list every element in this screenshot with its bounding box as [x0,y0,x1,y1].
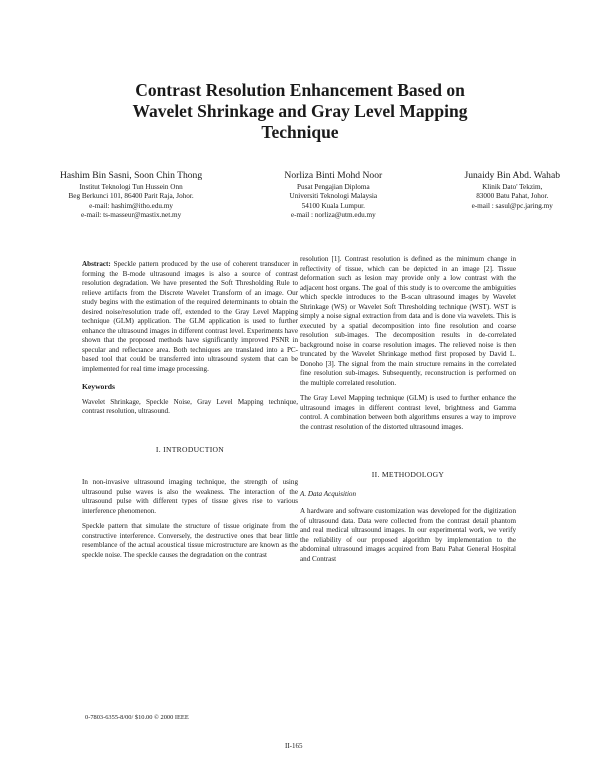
author-1-name: Hashim Bin Sasni, Soon Chin Thong [60,170,203,181]
author-2-line-4: e-mail : norliza@utm.edu.my [290,211,376,220]
author-1 [60,170,202,221]
methodology-heading: II. METHODOLOGY [371,470,445,479]
right-paragraph-1: resolution [1]. Contrast resolution is defined as the minimum change in reflectivity of tissue, which can be depicted in an image [2]. Tissue deformation such as lesion may provide only a low contrast with the adjacent host organs. The goal of this study is to overcome the ambiguities which speckle introduces to the B-scan ultrasound images by Wavelet Shrinkage (WS) or Wavelet Soft Thresholding technique (WST). WST is simply a noise signal extraction from data and is done via wavelets. This is executed by a spatial decomposition into fine resolution and coarse resolution sub-images. The decomposition results in de-correlated background noise in coarse resolution images. The relieved noise is then truncated by the Wavelet Shrinkage method first proposed by David L. Donoho [3]. The signal from the main structure remains in the correlated fine resolution sub-images. Subsequently, reconstruction is performed on the multiple correlated resolution. [300,255,516,387]
author-2-line-3: 54100 Kuala Lumpur. [301,201,365,210]
abstract-text: Speckle pattern produced by the use of coherent transducer in forming the B-mode ultrasound images is also a source of contrast resolution degradation. We have presented the Soft Thresholding Rule to relieve artifacts from the Discrete Wavelet Transform of an image. Our study begins with the estimation of the required determinants to obtain the desired noise/resolution trade off, extended to the Gray Level Mapping technique (GLM) application. The GLM application is used to further enhance the ultrasound images in different contrast level. Experiments have shown that the proposed methods have significantly improved PSNR in specular and reflectance area. Both techniques are translated into a PC-based tool that could be transferred into ultrasound system that can be implemented for real time image processing. [82,260,298,373]
right-paragraph-2: The Gray Level Mapping technique (GLM) is used to further enhance the ultrasound images in different contrast level, brightness and Gamma control. A combination between both algorithms ensures a way to improve the contrast resolution of the distorted ultrasound images. [300,394,516,431]
intro-paragraph-2: Speckle pattern that simulate the structure of tissue originate from the constructive interference. Conversely, the destructive ones that bear little resemblance of the actual acoustical tissue microstructure are known as the speckle noise. The speckle causes the degradation on the contrast [82,522,298,559]
left-column [82,260,298,566]
author-3-line-2: 83000 Batu Pahat, Johor. [476,192,549,201]
abstract-label: Abstract: [82,260,111,268]
right-column [300,255,516,570]
author-3 [464,170,560,221]
title-line-1: Contrast Resolution Enhancement Based on [135,80,465,100]
data-acquisition-heading: A. Data Acquisition [300,489,357,498]
ieee-copyright-id: 0-7803-6355-8/00/ $10.00 © 2000 IEEE [85,714,189,721]
author-3-line-1: Klinik Dato' Tekzim, [482,183,543,191]
title-line-2: Wavelet Shrinkage and Gray Level Mapping [132,101,468,121]
author-3-line-3: e-mail : sasul@pc.jaring.my [471,201,553,210]
author-1-line-2: Beg Berkunci 101, 86400 Parit Raja, Johor. [68,192,194,201]
keywords-heading: Keywords [82,382,115,391]
paper-title [60,80,540,143]
author-1-line-1: Institut Teknologi Tun Hussein Onn [79,183,183,191]
page-number: II-165 [285,742,303,750]
author-2-name: Norliza Binti Mohd Noor [284,170,383,181]
author-3-name: Junaidy Bin Abd. Wahab [464,170,560,181]
author-2-line-2: Universiti Teknologi Malaysia [289,192,378,201]
author-1-line-4: e-mail: ts-masseur@mastix.net.my [80,211,182,220]
author-block [60,170,560,221]
author-2 [284,170,382,221]
introduction-heading: I. INTRODUCTION [155,444,225,454]
keywords-text: Wavelet Shrinkage, Speckle Noise, Gray Level Mapping technique, contrast resolution, ultrasound. [82,397,298,415]
author-2-line-1: Pusat Pengajian Diploma [296,183,370,191]
right-paragraph-3: A hardware and software customization was developed for the digitization of ultrasound data. Data were collected from the contrast detail phantom and real medical ultrasound images. In our experimental work, we verify the reliability of our proposed algorithm by implementation to the abdominal ultrasound images acquired from Batu Pahat General Hospital and Contrast [300,507,516,563]
title-line-3: Technique [261,122,339,142]
abstract [82,260,298,374]
intro-paragraph-1: In non-invasive ultrasound imaging technique, the strength of using ultrasound pulse waves is also the weakness. The interaction of the ultrasound pulse with different types of tissue gives rise to various interference phenomenon. [82,478,298,515]
author-1-line-3: e-mail: hashim@itho.edu.my [89,201,174,210]
